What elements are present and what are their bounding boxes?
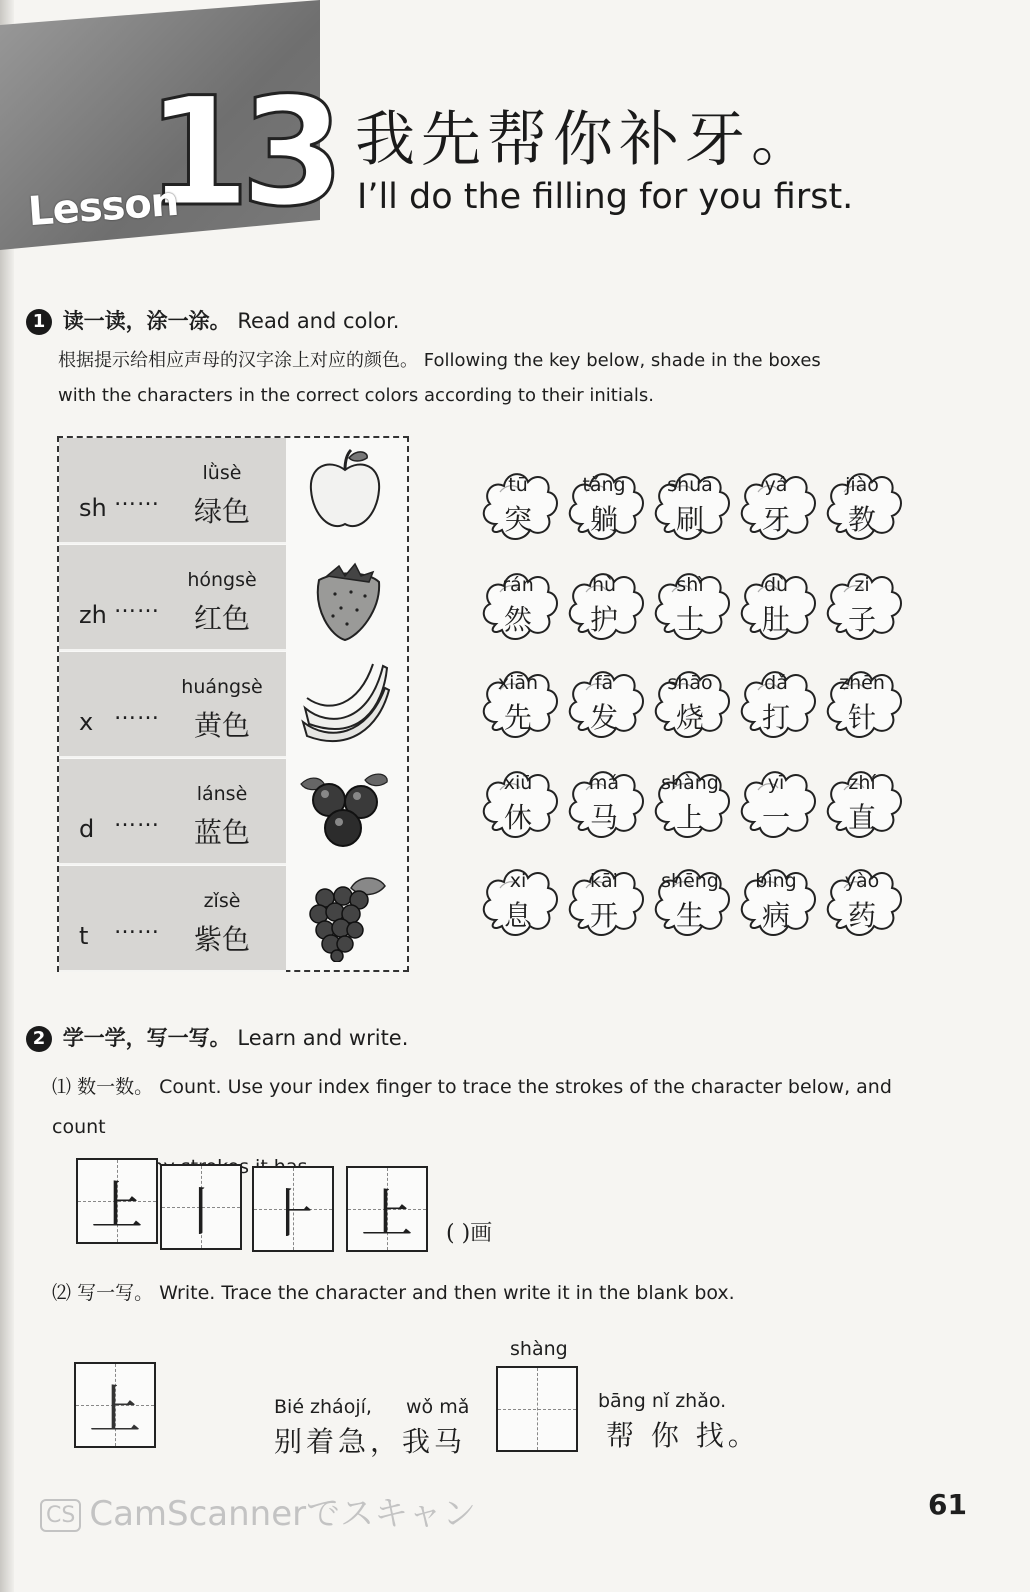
key-row-zh xyxy=(59,545,286,651)
character-cloud[interactable] xyxy=(820,660,904,744)
cloud-character: 教 xyxy=(847,503,876,536)
key-initial: x xyxy=(79,708,94,736)
stroke-box xyxy=(160,1164,242,1250)
subtask2-en: Write. Trace the character and then write it in the blank box. xyxy=(159,1282,735,1304)
key-pinyin: lǜsè xyxy=(202,462,242,484)
key-row-t xyxy=(59,866,286,972)
character-cloud[interactable] xyxy=(734,660,818,744)
cloud-pinyin: shàng xyxy=(661,772,719,794)
lesson-title-chinese: 我先帮你补牙。 xyxy=(355,105,817,175)
lesson-number: 13 xyxy=(146,66,335,240)
stroke-char: 丨 xyxy=(174,1183,227,1243)
cloud-pinyin: yào xyxy=(844,870,880,892)
blank-box-pinyin: shàng xyxy=(510,1338,568,1360)
cloud-pinyin: dǎ xyxy=(764,672,788,694)
character-cloud[interactable] xyxy=(648,858,732,942)
strawberry-icon xyxy=(299,550,391,642)
key-initial: d xyxy=(79,815,95,843)
sentence-pinyin-3: bāng nǐ zhǎo. xyxy=(598,1390,727,1412)
cloud-character: 然 xyxy=(503,603,532,636)
character-cloud[interactable] xyxy=(734,760,818,844)
stroke-char: 上 xyxy=(360,1185,413,1245)
section1-heading-en: Read and color. xyxy=(237,309,400,333)
stroke-box xyxy=(76,1158,158,1244)
character-cloud[interactable] xyxy=(820,760,904,844)
key-initial: t xyxy=(79,922,89,950)
key-row-sh xyxy=(59,438,286,544)
cloud-character: 刷 xyxy=(675,503,704,536)
trace-box[interactable] xyxy=(74,1362,156,1448)
sentence-chars-2: 帮 你 找。 xyxy=(606,1419,760,1452)
trace-char: 上 xyxy=(88,1381,141,1441)
character-cloud[interactable] xyxy=(562,858,646,942)
section1-number-badge: 1 xyxy=(26,309,52,335)
key-color-name: 黄色 xyxy=(193,709,250,742)
subtask2-label: ⑵ xyxy=(52,1282,72,1304)
cloud-character: 护 xyxy=(589,603,618,636)
cloud-pinyin: yá xyxy=(764,474,788,496)
camscanner-logo-icon: CS xyxy=(40,1499,81,1532)
key-color-name: 红色 xyxy=(193,602,250,635)
cloud-character: 烧 xyxy=(675,701,704,734)
cloud-character: 突 xyxy=(503,503,532,536)
key-dots: …… xyxy=(114,593,160,618)
key-color-name: 紫色 xyxy=(193,923,250,956)
key-pinyin: lánsè xyxy=(196,783,248,805)
cloud-character: 牙 xyxy=(761,503,790,536)
cloud-character: 士 xyxy=(675,603,704,636)
apple-icon xyxy=(299,444,391,536)
character-cloud[interactable] xyxy=(734,462,818,546)
cloud-character: 药 xyxy=(847,899,876,932)
key-dots: …… xyxy=(114,914,160,939)
sentence-chars-1: 别着急，我马 xyxy=(274,1425,467,1458)
key-dots: …… xyxy=(114,807,160,832)
cloud-character: 病 xyxy=(761,899,790,932)
key-initial: sh xyxy=(79,494,107,522)
section2-heading xyxy=(26,1022,408,1052)
section2-heading-cn: 学一学，写一写。 xyxy=(62,1026,231,1050)
cloud-pinyin: xi xyxy=(509,870,527,892)
section2-heading-en: Learn and write. xyxy=(237,1026,409,1050)
cloud-character: 躺 xyxy=(589,503,618,536)
stroke-count-blank[interactable]: ( )画 xyxy=(446,1221,493,1246)
character-cloud[interactable] xyxy=(476,858,560,942)
section1-heading-cn: 读一读，涂一涂。 xyxy=(62,309,231,333)
subtask1-en: Count. Use your index finger to trace the strokes of the character below, and count xyxy=(52,1076,892,1138)
cloud-pinyin: fā xyxy=(594,672,614,694)
cloud-character: 上 xyxy=(675,801,704,834)
cloud-character: 子 xyxy=(847,603,876,636)
cloud-pinyin: rán xyxy=(502,574,534,596)
character-cloud[interactable] xyxy=(734,562,818,646)
sentence-pinyin-1: Bié zháojí, xyxy=(274,1396,372,1418)
key-dots: …… xyxy=(114,700,160,725)
cloud-pinyin: jiào xyxy=(845,474,879,496)
key-pinyin: hóngsè xyxy=(187,569,257,591)
cloud-pinyin: shēng xyxy=(661,870,719,892)
banana-icon xyxy=(299,658,391,750)
cloud-character: 打 xyxy=(761,701,790,734)
key-color-name: 绿色 xyxy=(193,495,250,528)
key-initial: zh xyxy=(79,601,107,629)
cloud-pinyin: xiān xyxy=(497,672,539,694)
character-cloud[interactable] xyxy=(734,858,818,942)
blueberry-icon xyxy=(299,764,391,856)
grape-icon xyxy=(299,870,391,962)
key-row-d xyxy=(59,759,286,865)
subtask2-instruction xyxy=(52,1278,735,1305)
cloud-pinyin: kāi xyxy=(590,870,618,892)
lesson-title-english: I’ll do the filling for you first. xyxy=(357,177,854,217)
character-cloud[interactable] xyxy=(820,462,904,546)
section1-instruction-line2: with the characters in the correct colors according to their initials. xyxy=(58,385,654,406)
cloud-pinyin: hù xyxy=(591,574,617,596)
section2-number-badge: 2 xyxy=(26,1026,52,1052)
character-cloud[interactable] xyxy=(648,660,732,744)
cloud-character: 针 xyxy=(847,701,876,734)
cloud-pinyin: zhí xyxy=(848,772,876,794)
cloud-character: 开 xyxy=(589,899,618,932)
character-cloud[interactable] xyxy=(476,462,560,546)
cloud-pinyin: zhēn xyxy=(839,672,885,694)
cloud-pinyin: bìng xyxy=(755,870,797,892)
cloud-pinyin: mǎ xyxy=(588,772,620,794)
stroke-char: ⺊ xyxy=(266,1185,319,1245)
cloud-character: 发 xyxy=(589,701,618,734)
camscanner-watermark xyxy=(40,1486,476,1535)
sentence-pinyin-2: wǒ mǎ xyxy=(406,1396,470,1418)
stroke-box xyxy=(346,1166,428,1252)
section1-instruction-en: Following the key below, shade in the boxes xyxy=(423,350,821,371)
cloud-character: 马 xyxy=(589,801,618,834)
cloud-pinyin: shì xyxy=(676,574,704,596)
cloud-pinyin: dù xyxy=(763,574,789,596)
cloud-pinyin: tǎng xyxy=(582,474,626,496)
subtask1-cn: 数一数。 xyxy=(77,1076,154,1098)
character-cloud[interactable] xyxy=(820,858,904,942)
character-cloud[interactable] xyxy=(648,562,732,646)
cloud-pinyin: shuā xyxy=(667,474,713,496)
character-cloud[interactable] xyxy=(562,562,646,646)
watermark-text: CamScannerでスキャン xyxy=(89,1494,477,1534)
key-pinyin: huángsè xyxy=(181,676,263,698)
character-cloud[interactable] xyxy=(476,660,560,744)
key-row-x xyxy=(59,652,286,758)
cloud-character: 休 xyxy=(503,801,532,834)
cloud-character: 生 xyxy=(675,899,704,932)
character-cloud[interactable] xyxy=(562,760,646,844)
cloud-pinyin: yī xyxy=(767,772,785,794)
page-number: 61 xyxy=(928,1488,967,1521)
character-cloud[interactable] xyxy=(648,462,732,546)
write-blank-box[interactable] xyxy=(496,1366,578,1452)
section1-instruction-cn: 根据提示给相应声母的汉字涂上对应的颜色。 xyxy=(58,350,418,371)
character-cloud[interactable] xyxy=(562,462,646,546)
key-dots: …… xyxy=(114,486,160,511)
stroke-char: 上 xyxy=(90,1177,143,1237)
character-cloud[interactable] xyxy=(562,660,646,744)
subtask1-label: ⑴ xyxy=(52,1076,72,1098)
key-pinyin: zǐsè xyxy=(203,890,241,912)
character-cloud[interactable] xyxy=(648,760,732,844)
character-cloud[interactable] xyxy=(476,562,560,646)
stroke-box xyxy=(252,1166,334,1252)
key-color-name: 蓝色 xyxy=(193,816,250,849)
cloud-pinyin: zi xyxy=(854,574,870,596)
character-cloud[interactable] xyxy=(476,760,560,844)
color-key-box xyxy=(57,436,409,972)
section1-heading xyxy=(26,305,399,335)
cloud-character: 息 xyxy=(503,899,532,932)
cloud-character: 直 xyxy=(847,801,876,834)
subtask2-cn: 写一写。 xyxy=(77,1282,154,1304)
cloud-character: 先 xyxy=(503,701,532,734)
section1-instruction-line1 xyxy=(58,346,928,372)
cloud-pinyin: tū xyxy=(508,474,528,496)
cloud-pinyin: xiū xyxy=(503,772,533,794)
lesson-label: Lesson xyxy=(26,178,180,236)
cloud-character: 一 xyxy=(761,801,790,834)
cloud-character: 肚 xyxy=(761,603,790,636)
cloud-pinyin: shāo xyxy=(667,672,713,694)
character-cloud[interactable] xyxy=(820,562,904,646)
